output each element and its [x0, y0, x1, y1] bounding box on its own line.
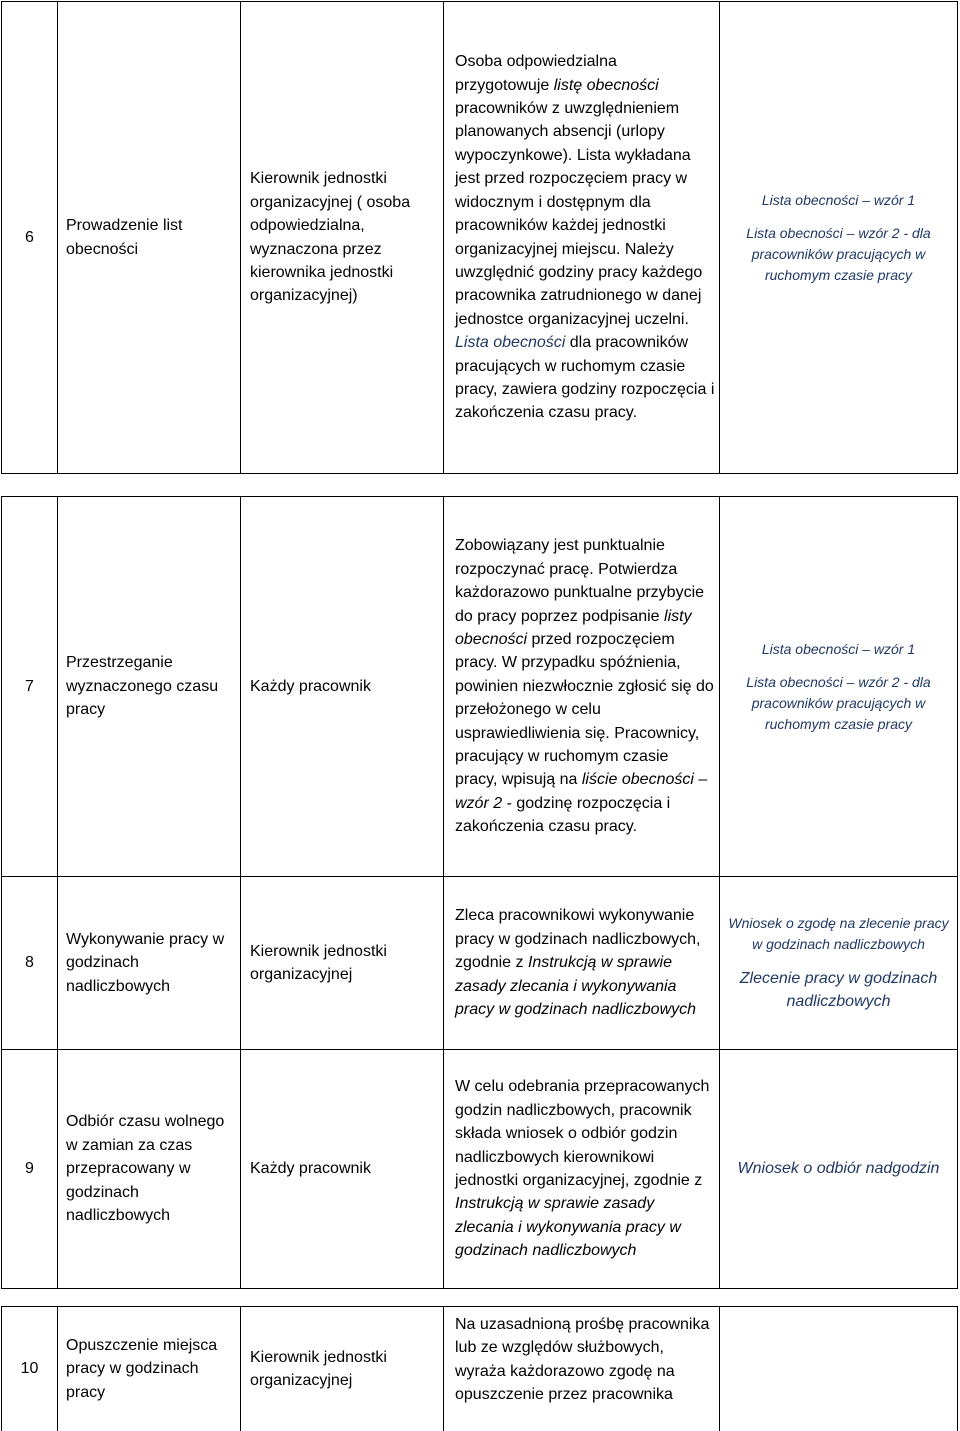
activity-name: Odbiór czasu wolnego w zamian za czas przepracowany w godzinach nadliczbowych [66, 1113, 225, 1225]
activity-description: W celu odebrania przepracowanych godzin nadliczbowych, pracownik składa wniosek o odbiór godzin nadliczbowych kierownikowi jednostki organizacyjnej, zgodnie z Instrukcją w sprawie zasady zlecania i wykonywania pracy w godzinach nadliczbowych [455, 1078, 710, 1260]
row-number: 10 [20, 1360, 39, 1377]
activity-description: Osoba odpowiedzialna przygotowuje listę obecności pracowników z uwzględnieniem planowanych absencji (urlopy wypoczynkowe). Lista wykładana jest przed rozpoczęciem pracy w widocznym i dostępnym dla pracowników każdej jednostki organizacyjnej miejscu. Należy uwzględnić godziny pracy każdego pracownika zatrudnionego w danej jednostce organizacyjnej uczelni. Lista obecności dla pracowników pracujących w ruchomym czasie pracy, zawiera godziny rozpoczęcia i zakończenia czasu pracy. [455, 53, 715, 422]
activity-name: Wykonywanie pracy w godzinach nadliczbowych [66, 930, 225, 995]
table-row [1, 1049, 958, 1289]
table-row [1, 1306, 958, 1431]
document-reference: Wniosek o zgodę na zlecenie pracy w godzinach nadliczbowych [728, 914, 949, 952]
activity-name: Przestrzeganie wyznaczonego czasu pracy [66, 654, 219, 719]
activity-description: Zleca pracownikowi wykonywanie pracy w godzinach nadliczbowych, zgodnie z Instrukcją w sprawie zasady zlecania i wykonywania pracy w godzinach nadliczbowych [455, 907, 701, 1019]
row-number: 8 [25, 954, 34, 971]
row-number: 6 [25, 228, 34, 246]
table-row [1, 1, 958, 474]
responsible-person: Kierownik jednostki organizacyjnej ( osoba odpowiedzialna, wyznaczona przez kierownika jednostki organizacyjnej) [250, 170, 411, 305]
table-row [1, 496, 958, 877]
activity-description: Na uzasadnioną prośbę pracownika lub ze względów służbowych, wyraża każdorazowo zgodę na opuszczenie przez pracownika [455, 1316, 710, 1404]
document-reference: Zlecenie pracy w godzinach nadliczbowych [739, 969, 938, 1010]
document-reference: Wniosek o odbiór nadgodzin [737, 1160, 940, 1178]
responsible-person: Kierownik jednostki organizacyjnej [250, 942, 387, 983]
document-reference: Lista obecności – wzór 2 - dla pracowników pracujących w ruchomym czasie pracy [746, 673, 931, 732]
document-reference: Lista obecności – wzór 1 [761, 640, 916, 657]
responsible-person: Każdy pracownik [250, 1160, 371, 1178]
responsible-person: Kierownik jednostki organizacyjnej [250, 1348, 387, 1389]
document-reference: Lista obecności – wzór 1 [761, 191, 916, 208]
responsible-person: Każdy pracownik [250, 677, 371, 695]
activity-description: Zobowiązany jest punktualnie rozpoczynać pracę. Potwierdza każdorazowo punktualne przybycie do pracy poprzez podpisanie listy obecności przed rozpoczęciem pracy. W przypadku spóźnienia, powinien niezwłocznie zgłosić się do przełożonego w celu usprawiedliwienia się. Pracownicy, pracujący w ruchomym czasie pracy, wpisują na liście obecności – wzór 2 - godzinę rozpoczęcia i zakończenia czasu pracy. [455, 537, 714, 836]
activity-name: Prowadzenie list obecności [66, 217, 183, 258]
table-row [1, 876, 958, 1049]
row-number: 9 [25, 1160, 34, 1177]
row-number: 7 [25, 677, 34, 695]
document-reference: Lista obecności – wzór 2 - dla pracowników pracujących w ruchomym czasie pracy [746, 224, 931, 283]
activity-name: Opuszczenie miejsca pracy w godzinach pracy [66, 1336, 218, 1401]
